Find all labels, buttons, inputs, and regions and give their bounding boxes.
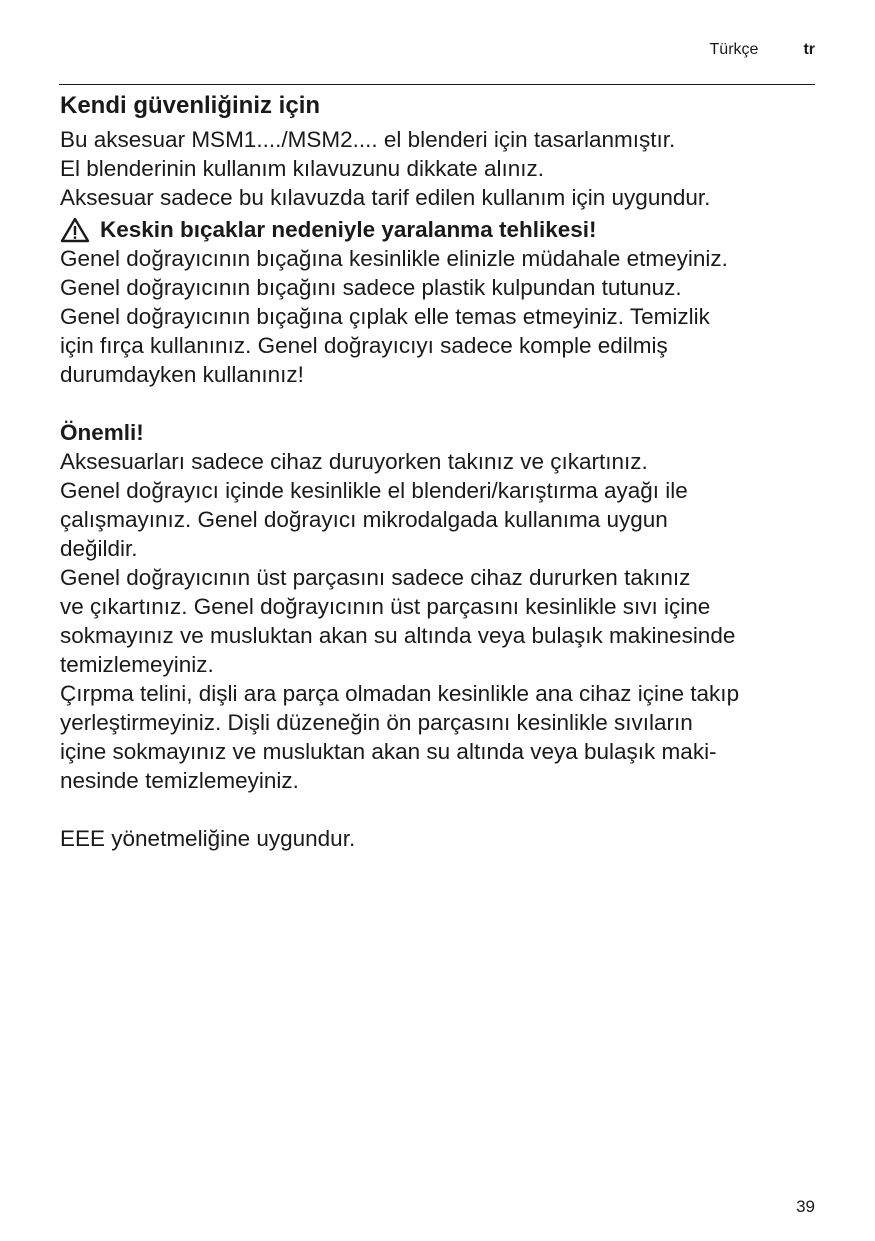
important-line: Çırpma telini, dişli ara parça olmadan kesinlikle ana cihaz içine takıp	[60, 681, 740, 706]
warning-line: Genel doğrayıcının bıçağına çıplak elle temas etmeyiniz. Temizlik	[60, 304, 710, 329]
important-line: sokmayınız ve musluktan akan su altında veya bulaşık makinesinde	[60, 623, 736, 648]
warning-triangle-icon	[60, 217, 90, 243]
important-line: değildir.	[60, 536, 138, 561]
spacer	[60, 795, 820, 824]
important-line: Genel doğrayıcı içinde kesinlikle el blenderi/karıştırma ayağı ile	[60, 478, 688, 503]
header-divider	[59, 84, 815, 85]
page-header	[710, 41, 815, 59]
header-language: Türkçe	[709, 41, 759, 58]
important-line: Aksesuarları sadece cihaz duruyorken takınız ve çıkartınız.	[60, 449, 648, 474]
header-language-code: tr	[803, 41, 815, 58]
intro-line: Aksesuar sadece bu kılavuzda tarif edilen kullanım için uygundur.	[60, 185, 711, 210]
warning-heading	[60, 215, 820, 244]
page-number: 39	[796, 1197, 815, 1216]
warning-line: için fırça kullanınız. Genel doğrayıcıyı sadece komple edilmiş	[60, 333, 668, 358]
intro-line: Bu aksesuar MSM1..../MSM2.... el blenderi için tasarlanmıştır.	[60, 127, 676, 152]
intro-line: El blenderinin kullanım kılavuzunu dikkate alınız.	[60, 156, 545, 181]
important-title: Önemli!	[60, 420, 144, 445]
important-line: ve çıkartınız. Genel doğrayıcının üst parçasını kesinlikle sıvı içine	[60, 594, 711, 619]
important-line: yerleştirmeyiniz. Dişli düzeneğin ön parçasını kesinlikle sıvıların	[60, 710, 693, 735]
section-title: Kendi güvenliğiniz için	[60, 92, 321, 119]
warning-line: durumdayken kullanınız!	[60, 362, 304, 387]
warning-line: Genel doğrayıcının bıçağına kesinlikle elinizle müdahale etmeyiniz.	[60, 246, 728, 271]
important-line: nesinde temizlemeyiniz.	[60, 768, 299, 793]
important-line: temizlemeyiniz.	[60, 652, 214, 677]
warning-title: Keskin bıçaklar nedeniyle yaralanma tehlikesi!	[100, 217, 597, 242]
page-content	[60, 90, 820, 853]
spacer	[60, 389, 820, 418]
important-line: içine sokmayınız ve musluktan akan su altında veya bulaşık maki-	[60, 739, 717, 764]
important-line: çalışmayınız. Genel doğrayıcı mikrodalgada kullanıma uygun	[60, 507, 668, 532]
important-line: Genel doğrayıcının üst parçasını sadece cihaz dururken takınız	[60, 565, 691, 590]
warning-line: Genel doğrayıcının bıçağını sadece plastik kulpundan tutunuz.	[60, 275, 682, 300]
compliance-note: EEE yönetmeliğine uygundur.	[60, 826, 356, 851]
